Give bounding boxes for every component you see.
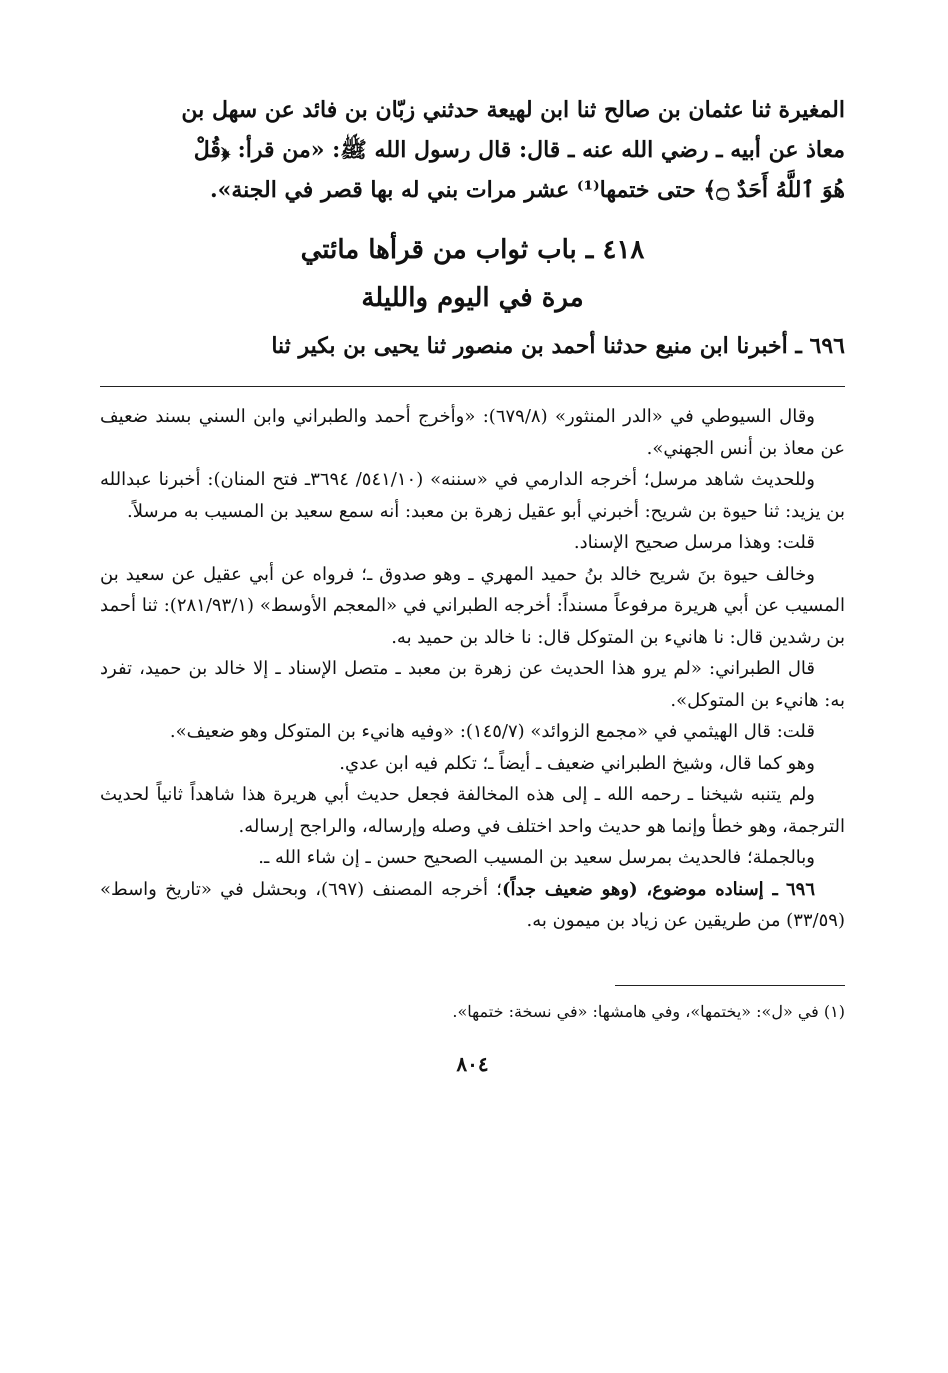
hadith-line bbox=[100, 326, 845, 366]
chapter-heading-line-1: ٤١٨ ـ باب ثواب من قرأها مائتي bbox=[300, 235, 645, 265]
note-paragraph: وهو كما قال، وشيخ الطبراني ضعيف ـ أيضاً ـ؛ تكلم فيه ابن عدي. bbox=[339, 752, 815, 774]
takhrij-number: ٦٩٦ bbox=[785, 878, 815, 900]
note-paragraph-takhrij bbox=[100, 874, 845, 937]
footnote-rule bbox=[615, 985, 845, 986]
note-paragraph: وللحديث شاهد مرسل؛ أخرجه الدارمي في «سننه» (٥٤١/١٠/ ٣٦٩٤ـ فتح المنان): أخبرنا عبدالله بن يزيد: ثنا حيوة بن شريح: أخبرني أبو عقيل زهرة بن معبد: أنه سمع سعيد بن المسيب به مرسلاً. bbox=[100, 469, 845, 522]
note-paragraph: وخالف حيوة بنَ شريح خالد بنُ حميد المهري ـ وهو صدوق ـ؛ فرواه عن أبي عقيل عن سعيد بن المسيب عن أبي هريرة مرفوعاً مسنداً: أخرجه الطبراني في «المعجم الأوسط» (٢٨١/٩٣/١): ثنا أحمد بن رشدين قال: نا هانيء بن المتوكل قال: نا خالد بن حميد به. bbox=[100, 563, 845, 648]
main-line-2: معاذ عن أبيه ـ رضي الله عنه ـ قال: قال رسول الله ﷺ: «من قرأ: ﴿قُلْ bbox=[193, 137, 845, 163]
note-paragraph: قلت: قال الهيثمي في «مجمع الزوائد» (١٤٥/٧): «وفيه هانيء بن المتوكل وهو ضعيف». bbox=[169, 721, 815, 742]
page bbox=[100, 90, 845, 1076]
separator-rule bbox=[100, 386, 845, 387]
note-paragraph: وقال السيوطي في «الدر المنثور» (٦٧٩/٨): «وأخرج أحمد والطبراني وابن السني بسند ضعيف عن معاذ بن أنس الجهني». bbox=[100, 406, 845, 459]
page-number: ٨٠٤ bbox=[456, 1051, 489, 1076]
main-line-1: المغيرة ثنا عثمان بن صالح ثنا ابن لهيعة حدثني زبّان بن فائد عن سهل بن bbox=[181, 97, 845, 123]
takhrij-verdict: ـ إسناده موضوع، (وهو ضعيف جداً) bbox=[501, 878, 778, 900]
takhrij-text: ؛ أخرجه المصنف (٦٩٧)، وبحشل في «تاريخ واسط» (٣٣/٥٩) من طريقين عن زياد بن ميمون به. bbox=[100, 878, 845, 931]
chapter-heading bbox=[100, 226, 845, 322]
main-text bbox=[100, 90, 845, 366]
note-paragraph: ولم يتنبه شيخنا ـ رحمه الله ـ إلى هذه المخالفة فجعل حديث أبي هريرة هذا شاهداً ثانياً لحديث الترجمة، وهو خطأ وإنما هو حديث واحد اختلف في وصله وإرساله، والراجح إرساله. bbox=[100, 784, 845, 837]
hadith-number: ٦٩٦ bbox=[809, 333, 845, 359]
commentary bbox=[100, 401, 845, 937]
main-line-3: هُوَ ٱللَّهُ أَحَدٌ ۝﴾ حتى ختمها⁽¹⁾ عشر مرات بني له بها قصر في الجنة». bbox=[209, 177, 845, 203]
chapter-heading-line-2: مرة في اليوم والليلة bbox=[361, 283, 584, 313]
footnote: (١) في «ل»: «يختمها»، وفي هامشها: «في نسخة: ختمها». bbox=[452, 1001, 845, 1021]
hadith-text: ـ أخبرنا ابن منيع حدثنا أحمد بن منصور ثنا يحيى بن بكير ثنا bbox=[271, 333, 802, 359]
note-paragraph: قلت: وهذا مرسل صحيح الإسناد. bbox=[573, 532, 815, 553]
note-paragraph: قال الطبراني: «لم يرو هذا الحديث عن زهرة بن معبد ـ متصل الإسناد ـ إلا خالد بن حميد، تفرد به: هانيء بن المتوكل». bbox=[100, 658, 845, 711]
note-paragraph: وبالجملة؛ فالحديث بمرسل سعيد بن المسيب الصحيح حسن ـ إن شاء الله ـ. bbox=[258, 847, 815, 868]
